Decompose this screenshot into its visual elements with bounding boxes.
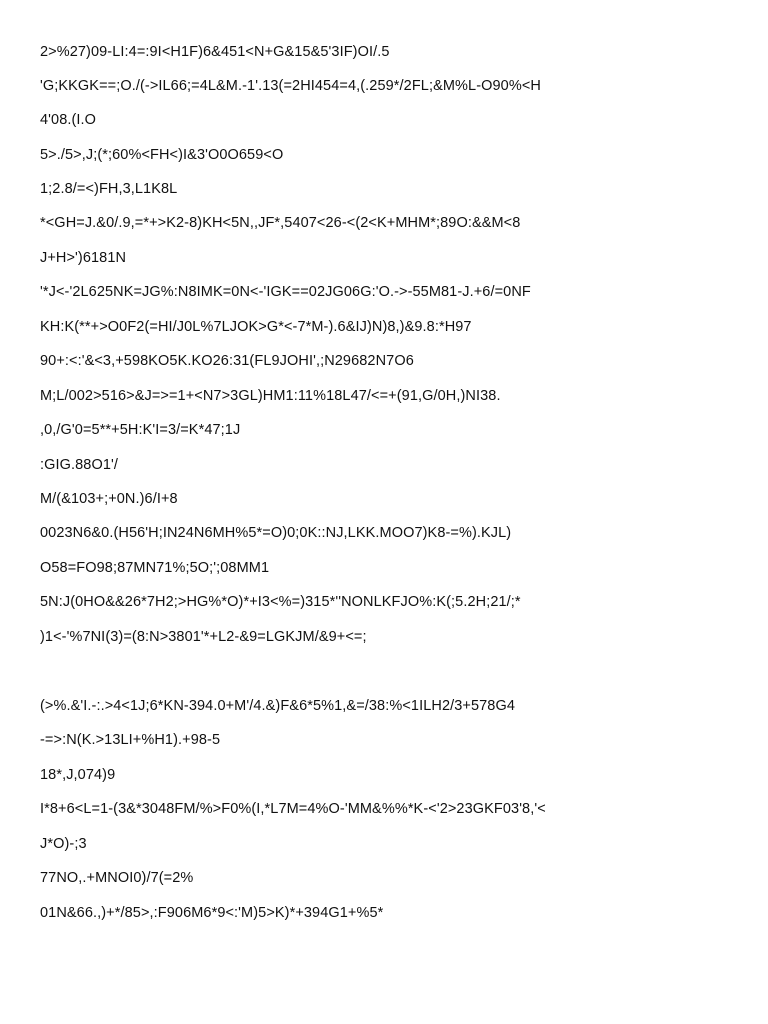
text-line: 2>%27)09-LI:4=:9I<H1F)6&451<N+G&15&5'3IF)OI/.5 xyxy=(40,44,390,60)
text-line: 77NO,.+MNOI0)/7(=2% xyxy=(40,870,194,886)
text-line: :GIG.88O1'/ xyxy=(40,457,119,473)
text-line: J+H>')6181N xyxy=(40,250,127,266)
text-line: )1<-'%7NI(3)=(8:N>3801'*+L2-&9=LGKJM/&9+<=; xyxy=(40,629,367,645)
text-line: ,0,/G'0=5**+5H:K'I=3/=K*47;1J xyxy=(40,422,241,438)
text-line: 0023N6&0.(H56'H;IN24N6MH%5*=O)0;0K::NJ,LKK.MOO7)K8-=%).KJL) xyxy=(40,525,512,541)
text-line: (>%.&'I.-:.>4<1J;6*KN-394.0+M'/4.&)F&6*5%1,&=/38:%<1ILH2/3+578G4 xyxy=(40,698,516,714)
text-line: KH:K(**+>O0F2(=HI/J0L%7LJOK>G*<-7*M-).6&IJ)N)8,)&9.8:*H97 xyxy=(40,319,472,335)
text-line: O58=FO98;87MN71%;5O;';08MM1 xyxy=(40,560,270,576)
text-line: I*8+6<L=1-(3&*3048FM/%>F0%(I,*L7M=4%O-'MM&%%*K-<'2>23GKF03'8,'< xyxy=(40,801,546,817)
text-line: M;L/002>516>&J=>=1+<N7>3GL)HM1:11%18L47/<=+(91,G/0H,)NI38. xyxy=(40,388,501,404)
text-line: 1;2.8/=<)FH,3,L1K8L xyxy=(40,181,178,197)
text-line: *<GH=J.&0/.9,=*+>K2-8)KH<5N,,JF*,5407<26-<(2<K+MHM*;89O:&&M<8 xyxy=(40,215,521,231)
text-line: J*O)-;3 xyxy=(40,836,87,852)
text-line: 01N&66.,)+*/85>,:F906M6*9<:'M)5>K)*+394G1+%5* xyxy=(40,905,384,921)
text-line: 'G;KKGK==;O./(->IL66;=4L&M.-1'.13(=2HI454=4,(.259*/2FL;&M%L-O90%<H xyxy=(40,78,541,94)
text-line: 4'08.(I.O xyxy=(40,112,97,128)
text-line: 18*,J,074)9 xyxy=(40,767,116,783)
text-line: 5N:J(0HO&&26*7H2;>HG%*O)*+I3<%=)315*''NONLKFJO%:K(;5.2H;21/;* xyxy=(40,594,521,610)
text-line: M/(&103+;+0N.)6/I+8 xyxy=(40,491,178,507)
text-line: -=>:N(K.>13LI+%H1).+98-5 xyxy=(40,732,221,748)
text-line: 90+:<:'&<3,+598KO5K.KO26:31(FL9JOHI',;N29682N7O6 xyxy=(40,353,414,369)
text-line: 5>./5>,J;(*;60%<FH<)I&3'O0O659<O xyxy=(40,147,284,163)
text-line: '*J<-'2L625NK=JG%:N8IMK=0N<-'IGK==02JG06G:'O.->-55M81-J.+6/=0NF xyxy=(40,284,531,300)
